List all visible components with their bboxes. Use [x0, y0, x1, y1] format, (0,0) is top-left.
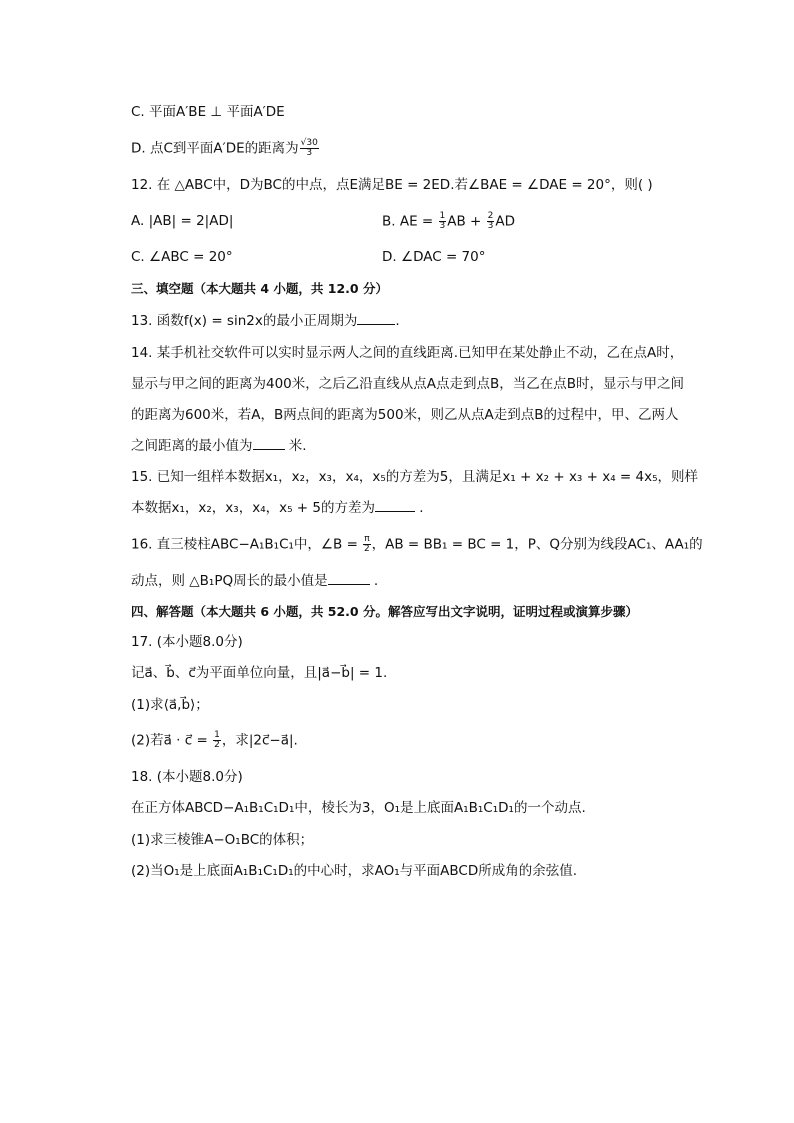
- q17-part-2-suffix: ，求|2c⃗−a⃗|.: [221, 732, 298, 749]
- q13: [131, 312, 400, 330]
- q12-option-d: D. ∠DAC = 70°: [382, 249, 486, 265]
- q18-part-2: (2)当O₁是上底面A₁B₁C₁D₁的中心时，求AO₁与平面ABCD所成角的余弦值.: [131, 863, 578, 879]
- q16-line-2: [131, 572, 378, 590]
- q15-line-2: [131, 499, 424, 517]
- q12-option-c: C. ∠ABC = 20°: [131, 249, 233, 265]
- section-4-title: 四、解答题（本大题共 6 小题，共 52.0 分。解答应写出文字说明，证明过程或演算步骤）: [131, 604, 638, 619]
- q14-line-2: 显示与甲之间的距离为400米，之后乙沿直线从点A点走到点B，当乙在点B时，显示与甲之间: [131, 376, 685, 392]
- q12-option-b-frac2-den: 3: [487, 221, 494, 231]
- q12-option-b-mid: AB +: [447, 213, 486, 230]
- q11-option-d-text: D. 点C到平面A′DE的距离为: [131, 140, 299, 157]
- q17-part-2-frac-num: 1: [214, 730, 220, 740]
- q16-line-2-suffix: .: [369, 573, 379, 589]
- q16-line-2-prefix: 动点，则 △B₁PQ周长的最小值是: [131, 573, 328, 589]
- q13-answer-blank: [357, 312, 395, 325]
- q12-option-b-frac2-num: 2: [487, 211, 494, 221]
- q12-option-b-fraction-2: [487, 212, 495, 231]
- q18-header: 18. (本小题8.0分): [131, 769, 243, 785]
- q17-stem: 记a⃗、b⃗、c⃗为平面单位向量，且|a⃗−b⃗| = 1.: [131, 665, 388, 681]
- q17-part-2-prefix: (2)若a⃗ · c⃗ =: [131, 732, 213, 749]
- q14-line-3: 的距离为600米，若A，B两点间的距离为500米，则乙从点A走到点B的过程中，甲、乙两人: [131, 407, 679, 423]
- q16-line-1: [131, 535, 703, 554]
- q16-frac-den: 2: [364, 544, 370, 554]
- q18-part-1: (1)求三棱锥A−O₁BC的体积；: [131, 832, 314, 848]
- q17-part-2-frac-den: 2: [214, 740, 220, 750]
- q17-header: 17. (本小题8.0分): [131, 634, 243, 650]
- q11-option-d-frac-num: √30: [300, 138, 318, 148]
- q15-line-2-suffix: .: [415, 500, 424, 516]
- q16-suffix: ，AB = BB₁ = BC = 1，P、Q分别为线段AC₁、AA₁的: [371, 536, 703, 553]
- q15-answer-blank: [375, 499, 415, 512]
- q12-option-a: A. |AB| = 2|AD|: [131, 213, 234, 229]
- q13-end: .: [395, 313, 400, 329]
- q12-option-b: [382, 212, 515, 231]
- q11-option-d-fraction: [300, 139, 319, 158]
- q16-prefix: 16. 直三棱柱ABC−A₁B₁C₁中，∠B =: [131, 536, 363, 553]
- q17-part-2-fraction: [213, 731, 221, 750]
- q18-stem: 在正方体ABCD−A₁B₁C₁D₁中，棱长为3，O₁是上底面A₁B₁C₁D₁的一个动点.: [131, 800, 586, 816]
- q11-option-d: [131, 139, 320, 158]
- q16-fraction: [363, 535, 370, 554]
- q17-part-2: [131, 731, 298, 750]
- q14-line-1: 14. 某手机社交软件可以实时显示两人之间的直线距离.已知甲在某处静止不动，乙在点A时，: [131, 345, 684, 361]
- q11-option-d-frac-den: 3: [306, 148, 313, 158]
- q15-line-1: 15. 已知一组样本数据x₁，x₂，x₃，x₄，x₅的方差为5，且满足x₁ + x₂ + x₃ + x₄ = 4x₅，则样: [131, 469, 699, 485]
- q13-text: 13. 函数f(x) = sin2x的最小正周期为: [131, 313, 358, 329]
- q12-option-b-frac1-den: 3: [439, 221, 446, 231]
- q12-option-b-prefix: B. AE =: [382, 213, 438, 230]
- q14-line-4: [131, 437, 307, 455]
- q14-answer-blank: [253, 437, 285, 450]
- q15-line-2-prefix: 本数据x₁，x₂，x₃，x₄，x₅ + 5的方差为: [131, 500, 375, 516]
- q12-option-b-frac1-num: 1: [439, 211, 446, 221]
- q16-frac-num: π: [364, 534, 370, 544]
- q16-answer-blank: [328, 572, 370, 585]
- q17-part-1: (1)求⟨a⃗,b⃗⟩；: [131, 697, 209, 713]
- q14-line-4-suffix: 米.: [284, 438, 307, 454]
- q12-stem: 12. 在 △ABC中，D为BC的中点，点E满足BE = 2ED.若∠BAE = ∠DAE = 20°，则( ): [131, 177, 653, 193]
- q12-option-b-suffix: AD: [495, 213, 516, 230]
- q12-option-b-fraction-1: [439, 212, 447, 231]
- section-3-title: 三、填空题（本大题共 4 小题，共 12.0 分）: [131, 281, 388, 296]
- q11-option-c: C. 平面A′BE ⊥ 平面A′DE: [131, 104, 285, 120]
- q14-line-4-prefix: 之间距离的最小值为: [131, 438, 253, 454]
